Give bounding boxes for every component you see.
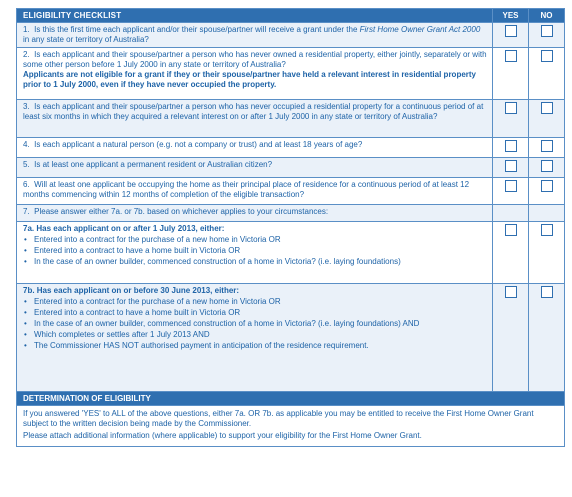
question-2-note: Applicants are not eligible for a grant if they or their spouse/partner have held a relevant interest in residential property prior to 1 July 2000, even if they have never occupied the property.	[23, 70, 476, 89]
determination-body	[17, 406, 565, 447]
question-3-no-checkbox[interactable]	[541, 102, 553, 114]
question-4-text: 4. Is each applicant a natural person (e.g. not a company or trust) and at least 18 years of age?	[17, 138, 493, 158]
question-7b-title: 7b. Has each applicant on or before 30 June 2013, either:	[23, 286, 240, 295]
question-2-no-checkbox[interactable]	[541, 50, 553, 62]
question-1-yes-checkbox[interactable]	[505, 25, 517, 37]
question-7a-yes-checkbox[interactable]	[505, 224, 517, 236]
question-row-7a	[17, 222, 565, 284]
list-item: • In the case of an owner builder, commenced construction of a home in Victoria? (i.e. laying foundations) AND	[23, 319, 488, 329]
question-1-text: 1. Is this the first time each applicant and/or their spouse/partner will receive a grant under the First Home Owner Grant Act 2000 in any state or territory of Australia?	[17, 23, 493, 48]
checklist-table	[16, 8, 565, 447]
checklist-title: ELIGIBILITY CHECKLIST	[17, 9, 493, 23]
no-column-label: NO	[529, 9, 565, 23]
question-row-4	[17, 138, 565, 158]
determination-header	[17, 392, 565, 406]
determination-paragraph-2: Please attach additional information (where applicable) to support your eligibility for the First Home Owner Grant.	[23, 431, 422, 440]
eligibility-checklist	[16, 8, 564, 447]
determination-title: DETERMINATION OF ELIGIBILITY	[17, 392, 565, 406]
list-item: • In the case of an owner builder, commenced construction of a home in Victoria? (i.e. laying foundations)	[23, 257, 488, 267]
list-item: • The Commissioner HAS NOT authorised payment in anticipation of the residence requirement.	[23, 341, 488, 351]
question-3-text: 3. Is each applicant and their spouse/partner a person who has never occupied a residential property for a continuous period of at least six months in which they acquired a relevant interest on or after 1 July 2000 in any state or territory of Australia?	[17, 100, 493, 138]
question-2-text: 2. Is each applicant and their spouse/partner a person who has never owned a residential property, either jointly, separately or with some other person before 1 July 2000 in any state or territory of Australia? Applicants are not eligible for a grant if they or their spouse/partner have held a relevant interest in residential property prior to 1 July 2000, even if they have never occupied the property.	[17, 48, 493, 100]
question-4-no-checkbox[interactable]	[541, 140, 553, 152]
question-2-yes-checkbox[interactable]	[505, 50, 517, 62]
checklist-header	[17, 9, 565, 23]
question-7-text: 7. Please answer either 7a. or 7b. based on whichever applies to your circumstances:	[17, 205, 493, 222]
question-4-yes-checkbox[interactable]	[505, 140, 517, 152]
question-row-5	[17, 158, 565, 178]
question-row-3	[17, 100, 565, 138]
question-7b-text	[17, 284, 493, 392]
question-7a-no-checkbox[interactable]	[541, 224, 553, 236]
question-5-yes-checkbox[interactable]	[505, 160, 517, 172]
question-7a-title: 7a. Has each applicant on or after 1 July 2013, either:	[23, 224, 225, 233]
question-6-yes-checkbox[interactable]	[505, 180, 517, 192]
determination-paragraph-1: If you answered 'YES' to ALL of the above questions, either 7a. OR 7b. as applicable you may be entitled to receive the First Home Owner Grant subject to the written decision being made by the Commissioner.	[23, 409, 534, 428]
question-7a-text	[17, 222, 493, 284]
list-item: • Which completes or settles after 1 July 2013 AND	[23, 330, 488, 340]
question-row-6	[17, 178, 565, 205]
question-7b-no-checkbox[interactable]	[541, 286, 553, 298]
question-1-no-checkbox[interactable]	[541, 25, 553, 37]
question-7b-list	[23, 297, 488, 351]
list-item: • Entered into a contract for the purchase of a new home in Victoria OR	[23, 297, 488, 307]
question-row-2	[17, 48, 565, 100]
question-row-7b	[17, 284, 565, 392]
question-5-no-checkbox[interactable]	[541, 160, 553, 172]
list-item: • Entered into a contract to have a home built in Victoria OR	[23, 308, 488, 318]
question-5-text: 5. Is at least one applicant a permanent resident or Australian citizen?	[17, 158, 493, 178]
list-item: • Entered into a contract to have a home built in Victoria OR	[23, 246, 488, 256]
question-6-text: 6. Will at least one applicant be occupying the home as their principal place of residence for a continuous period of at least 12 months commencing within 12 months of completion of the eligible transaction?	[17, 178, 493, 205]
question-7b-yes-checkbox[interactable]	[505, 286, 517, 298]
question-row-7	[17, 205, 565, 222]
question-row-1	[17, 23, 565, 48]
list-item: • Entered into a contract for the purchase of a new home in Victoria OR	[23, 235, 488, 245]
question-7a-list	[23, 235, 488, 267]
yes-column-label: YES	[493, 9, 529, 23]
question-3-yes-checkbox[interactable]	[505, 102, 517, 114]
question-6-no-checkbox[interactable]	[541, 180, 553, 192]
